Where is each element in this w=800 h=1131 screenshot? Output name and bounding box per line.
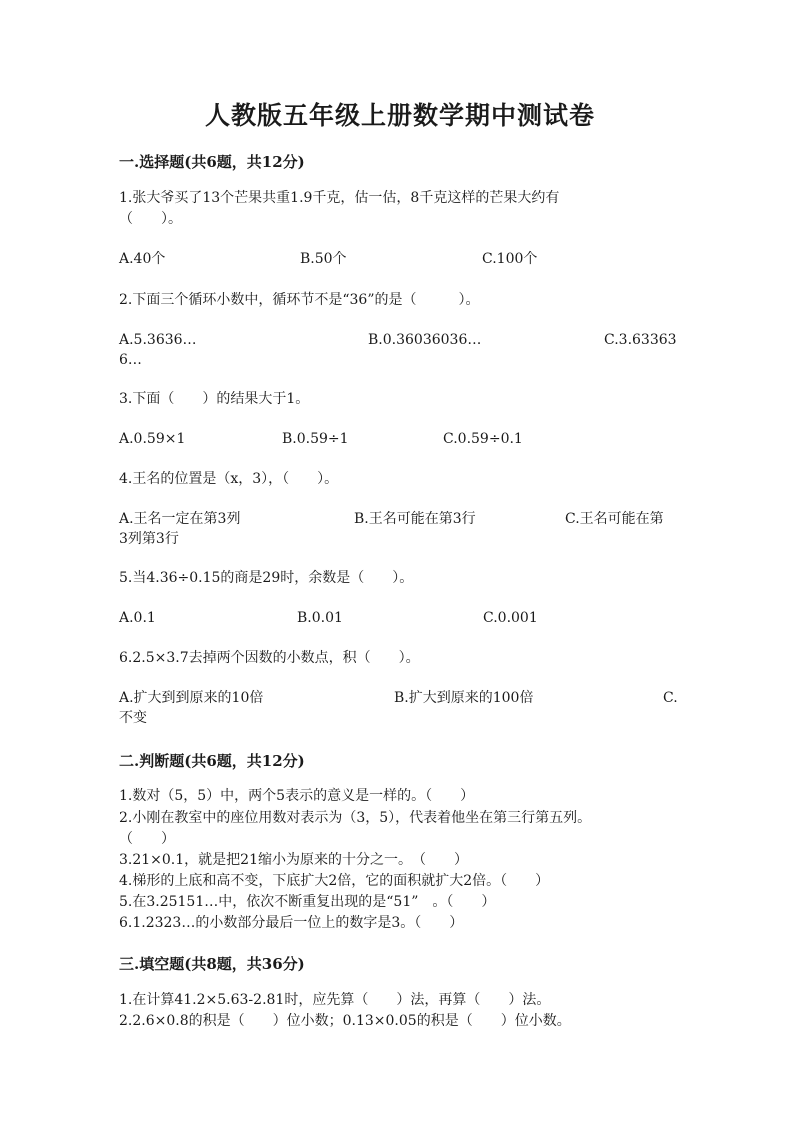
judgement-line: （ ） xyxy=(119,831,175,847)
option-wrap: 3列第3行 xyxy=(119,531,179,547)
fill-in-line: 2.2.6×0.8的积是（ ）位小数；0.13×0.05的积是（ ）位小数。 xyxy=(119,1013,571,1029)
question-stem: 2.下面三个循环小数中，循环节不是“36”的是（ ）。 xyxy=(119,292,480,308)
question-stem: 3.下面（ ）的结果大于1。 xyxy=(119,391,310,407)
option-c: C.王名可能在第 xyxy=(565,511,664,527)
option-c: C.100个 xyxy=(482,251,538,267)
page-title: 人教版五年级上册数学期中测试卷 xyxy=(204,101,595,130)
option-a: A.扩大到到原来的10倍 xyxy=(119,690,264,706)
option-a: A.0.1 xyxy=(119,610,156,626)
option-b: B.扩大到原来的100倍 xyxy=(394,690,534,706)
option-b: B.0.01 xyxy=(297,610,343,626)
option-a: A.5.3636… xyxy=(119,332,197,348)
option-wrap: 6… xyxy=(119,352,142,368)
judgement-line: 4.梯形的上底和高不变，下底扩大2倍，它的面积就扩大2倍。（ ） xyxy=(119,873,550,889)
section-heading-judgement: 二.判断题(共6题，共12分) xyxy=(119,752,305,770)
fill-in-line: 1.在计算41.2×5.63-2.81时，应先算（ ）法，再算（ ）法。 xyxy=(119,992,551,1008)
question-stem: 4.王名的位置是（x，3），（ ）。 xyxy=(119,471,339,487)
question-stem: 5.当4.36÷0.15的商是29时，余数是（ ）。 xyxy=(119,570,414,586)
section-heading-choice: 一.选择题(共6题，共12分) xyxy=(119,153,305,171)
question-stem: 1.张大爷买了13个芒果共重1.9千克，估一估，8千克这样的芒果大约有 xyxy=(119,190,560,206)
option-c: C.0.001 xyxy=(483,610,538,626)
judgement-line: 6.1.2323…的小数部分最后一位上的数字是3。（ ） xyxy=(119,915,464,931)
judgement-line: 5.在3.25151…中，依次不断重复出现的是“51” 。（ ） xyxy=(119,894,496,910)
option-c: C.0.59÷0.1 xyxy=(443,431,523,447)
question-stem: 6.2.5×3.7去掉两个因数的小数点，积（ ）。 xyxy=(119,650,420,666)
option-b: B.50个 xyxy=(300,251,347,267)
judgement-line: 2.小刚在教室中的座位用数对表示为（3，5），代表着他坐在第三行第五列。 xyxy=(119,810,592,826)
judgement-line: 3.21×0.1，就是把21缩小为原来的十分之一。 （ ） xyxy=(119,852,468,868)
judgement-line: 1.数对（5，5）中，两个5表示的意义是一样的。（ ） xyxy=(119,788,475,804)
option-a: A.0.59×1 xyxy=(119,431,186,447)
option-c: C.3.63363 xyxy=(604,332,677,348)
option-c: C. xyxy=(663,690,678,706)
question-stem-continued: （ ）。 xyxy=(119,211,182,227)
option-b: B.0.59÷1 xyxy=(282,431,349,447)
option-a: A.40个 xyxy=(119,251,166,267)
option-a: A.王名一定在第3列 xyxy=(119,511,241,527)
option-wrap: 不变 xyxy=(119,710,147,726)
option-b: B.王名可能在第3行 xyxy=(354,511,476,527)
section-heading-fill-in: 三.填空题(共8题，共36分) xyxy=(119,955,305,973)
option-b: B.0.36036036… xyxy=(368,332,482,348)
